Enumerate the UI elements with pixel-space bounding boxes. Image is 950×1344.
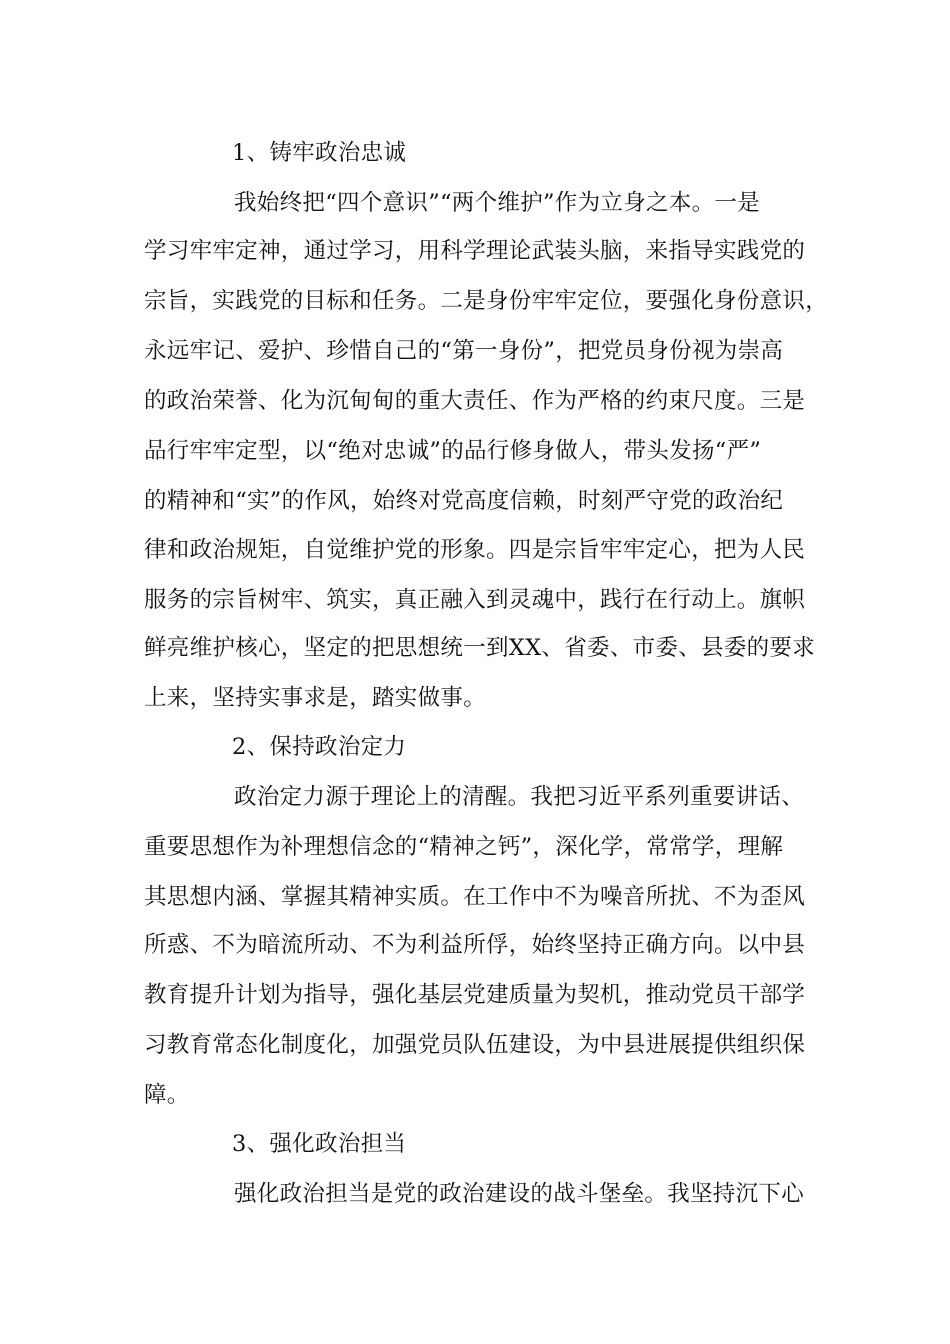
paragraph-line: 鲜亮维护核心，坚定的把思想统一到XX、省委、市委、县委的要求 <box>144 635 816 661</box>
paragraph-line: 宗旨，实践党的目标和任务。二是身份牢牢定位，要强化身份意识， <box>144 288 829 314</box>
paragraph-line: 学习牢牢定神，通过学习，用科学理论武装头脑，来指导实践党的 <box>144 238 806 264</box>
paragraph-line: 其思想内涵、掌握其精神实质。在工作中不为噪音所扰、不为歪风 <box>144 884 806 910</box>
paragraph-line: 我始终把“四个意识”“两个维护”作为立身之本。一是 <box>234 190 761 216</box>
section-heading: 2、保持政治定力 <box>232 734 407 760</box>
paragraph-line: 强化政治担当是党的政治建设的战斗堡垒。我坚持沉下心 <box>234 1181 805 1207</box>
paragraph-line: 政治定力源于理论上的清醒。我把习近平系列重要讲话、 <box>234 784 805 810</box>
paragraph-line: 习教育常态化制度化，加强党员队伍建设，为中县进展提供组织保 <box>144 1032 806 1058</box>
paragraph-line: 重要思想作为补理想信念的“精神之钙”，深化学，常常学，理解 <box>144 834 784 860</box>
section-heading: 1、铸牢政治忠诚 <box>232 140 407 166</box>
paragraph-line: 律和政治规矩，自觉维护党的形象。四是宗旨牢牢定心，把为人民 <box>144 537 806 563</box>
paragraph-line: 的政治荣誉、化为沉甸甸的重大责任、作为严格的约束尺度。三是 <box>144 388 806 414</box>
paragraph-line: 服务的宗旨树牢、筑实，真正融入到灵魂中，践行在行动上。旗帜 <box>144 587 806 613</box>
paragraph-line: 障。 <box>144 1082 190 1108</box>
paragraph-line: 永远牢记、爱护、珍惜自己的“第一身份”，把党员身份视为崇高 <box>144 338 784 364</box>
section-heading: 3、强化政治担当 <box>232 1131 407 1157</box>
paragraph-line: 品行牢牢定型，以“绝对忠诚”的品行修身做人，带头发扬“严” <box>144 438 762 464</box>
paragraph-line: 教育提升计划为指导，强化基层党建质量为契机，推动党员干部学 <box>144 982 806 1008</box>
paragraph-line: 上来，坚持实事求是，踏实做事。 <box>144 685 487 711</box>
paragraph-line: 所惑、不为暗流所动、不为利益所俘，始终坚持正确方向。以中县 <box>144 932 806 958</box>
paragraph-line: 的精神和“实”的作风，始终对党高度信赖，时刻严守党的政治纪 <box>144 488 784 514</box>
